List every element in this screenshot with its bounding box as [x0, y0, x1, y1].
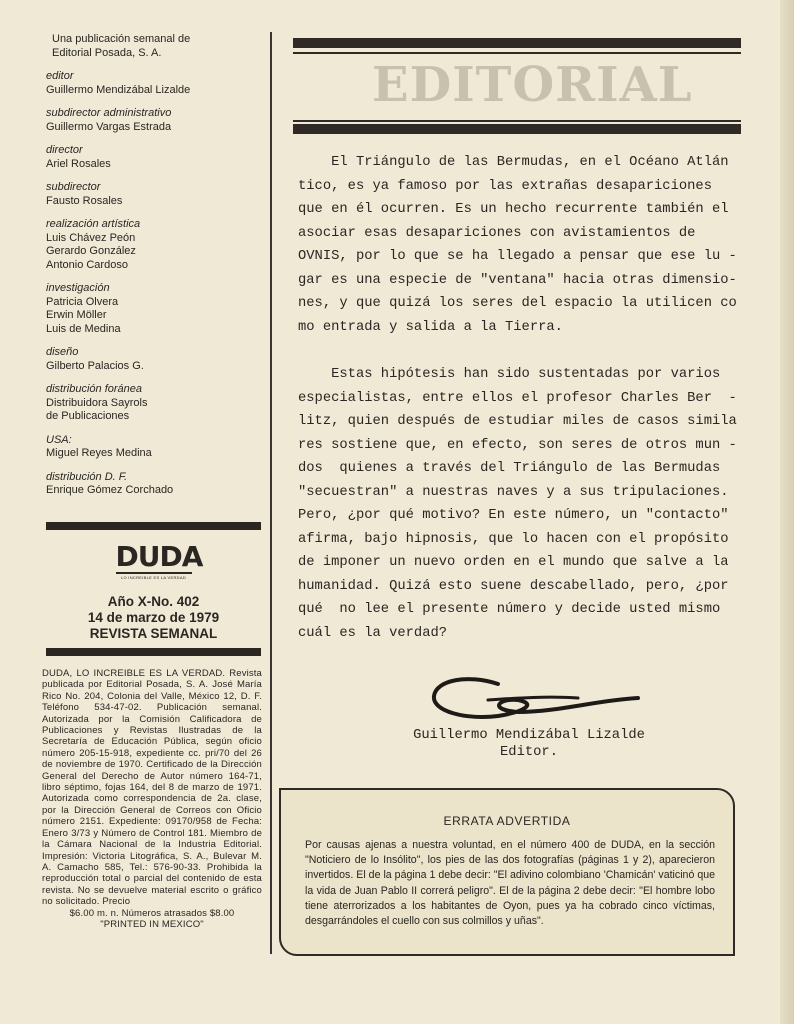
signature-name: Guillermo Mendizábal Lizalde [413, 728, 645, 743]
credit-entry [46, 181, 258, 208]
credit-entry [46, 346, 258, 373]
editorial-paragraph [298, 151, 737, 339]
editorial-line: OVNIS, por lo que se ha llegado a pensar que ese lu - [298, 249, 737, 264]
editorial-line: cuál es la verdad? [298, 625, 448, 641]
credit-entry [46, 471, 258, 498]
credit-name: Erwin Möller [46, 309, 107, 321]
legal-text: DUDA, LO INCREIBLE ES LA VERDAD. Revista publicada por Editorial Posada, S. A. José María Rico No. 204, Colonia del Valle, México 12, D. F. Teléfono 534-47-02. Publicación semanal. Autorizada por la Comisión Calificadora de Publicaciones y Revistas Ilustradas de la Secretaría de Educación Pública, según oficio número 205-15-918, expediente cc. pri/70 del 26 de noviembre de 1970. Certificado de la Dirección General del Derecho de Autor número 164-71, libro séptimo, fojas 164, del 8 de marzo de 1971. Autorizada como correspondencia de 2a. clase, por la Dirección General de Correos con Oficio número 2151. Expediente: 09170/958 de Fecha: Enero 3/73 y Número de Control 181. Miembro de la Cámara Nacional de la Industria Editorial. Impresión: Victoria Litográfica, S. A., Bulevar M. A. Camacho 585, Tel.: 576-90-33. Prohibida la reproducción total o parcial del contenido de esta revista. No se devuelve material escrito o gráfico no solicitado. Precio [42, 668, 262, 908]
editorial-line: mo entrada y salida a la Tierra. [298, 319, 563, 335]
page-edge [780, 0, 794, 1024]
title-rule [293, 120, 741, 122]
editorial-line: litz, quien después de estudiar miles de casos simila [298, 414, 737, 429]
credit-name: Luis de Medina [46, 322, 121, 335]
credit-role: realización artística [46, 218, 141, 230]
credit-name: Gerardo González [46, 245, 136, 257]
editorial-line: especialistas, entre ellos el profesor Charles Ber - [298, 390, 737, 406]
editorial-line: "secuestran" a nuestras naves y a sus tripulaciones. [298, 484, 729, 500]
title-bar [293, 124, 741, 134]
credit-name: Miguel Reyes Medina [46, 447, 152, 459]
editorial-line: nes, y que quizá los seres del espacio la utilicen co [298, 296, 737, 311]
divider-bar [46, 648, 261, 656]
editorial-line: Estas hipótesis han sido sustentadas por varios [298, 367, 721, 382]
errata-body: Por causas ajenas a nuestra voluntad, en el número 400 de DUDA, en la sección "Noticiero de lo Insólito", los pies de las dos fotografías (páginas 1 y 2), aparecieron invertidos. El de la página 1 debe decir: "El adivino colombiano 'Chamicán' vaticinó que la vida de Juan Pablo II correrá peligro". El de la página 2 debe decir: "El hombre lobo tiene aterrorizados a los habitantes de Oyon, pues ya ha cobrado cinco víctimas, desgarrándoles el cuello con sus colmillos y uñas". [305, 839, 715, 928]
credits-list [46, 70, 258, 498]
handwritten-signature [428, 670, 648, 730]
divider-bar [46, 522, 261, 530]
editorial-line: tico, es ya famoso por las extrañas desapariciones [298, 178, 712, 194]
intro-line: Una publicación semanal de [52, 33, 191, 45]
credit-name: Antonio Cardoso [46, 258, 128, 271]
credit-role: distribución foránea [46, 383, 143, 395]
editorial-title: EDITORIAL [372, 57, 693, 113]
logo-tagline: LO INCREIBLE ES LA VERDAD [120, 575, 187, 580]
masthead [46, 32, 258, 498]
intro-line: Editorial Posada, S. A. [52, 47, 162, 59]
credit-role: USA: [46, 433, 72, 446]
editorial-line: afirma, bajo hipnosis, que lo hacen con el propósito [298, 531, 729, 547]
credit-name: Distribuidora Sayrols [46, 396, 148, 409]
legal-printed: "PRINTED IN MEXICO" [100, 918, 204, 930]
editorial-paragraph [298, 363, 737, 645]
credit-name: Enrique Gómez Corchado [46, 484, 174, 496]
credit-role: subdirector [46, 181, 101, 193]
credit-role: investigación [46, 282, 110, 294]
credit-name: Patricia Olvera [46, 295, 119, 308]
credit-entry [46, 218, 258, 272]
duda-logo: DUDA [115, 540, 203, 573]
editorial-body [298, 151, 737, 645]
editorial-line: asociar esas desapariciones con avistamientos de [298, 225, 696, 241]
editorial-line: de imponer un nuevo orden en el mundo que salve a la [298, 555, 729, 570]
legal-price: $6.00 m. n. Números atrasados $8.00 [69, 907, 235, 919]
title-rule [293, 52, 741, 54]
editorial-line: dos quienes a través del Triángulo de las Bermudas [298, 461, 721, 476]
editorial-line: gar es una especie de "ventana" hacia otras dimensio- [298, 272, 737, 288]
issue-info [46, 594, 261, 642]
credit-name: Guillermo Mendizábal Lizalde [46, 83, 191, 96]
credit-name: Gilberto Palacios G. [46, 359, 144, 372]
signature-block [384, 727, 674, 761]
credit-name: Guillermo Vargas Estrada [46, 120, 172, 133]
credit-entry [46, 282, 258, 336]
signature-role: Editor. [500, 745, 558, 760]
credit-role: director [46, 144, 83, 156]
credit-entry [46, 107, 258, 134]
credit-name: de Publicaciones [46, 410, 130, 422]
credit-entry [46, 434, 258, 461]
credit-entry [46, 144, 258, 171]
credit-role: distribución D. F. [46, 470, 128, 483]
credit-name: Luis Chávez Peón [46, 231, 136, 244]
issue-number: Año X-No. 402 [107, 594, 200, 609]
errata-title: ERRATA ADVERTIDA [443, 814, 571, 828]
editorial-line: El Triángulo de las Bermudas, en el Océano Atlán [298, 155, 729, 170]
editorial-line: qué no lee el presente número y decide usted mismo [298, 602, 721, 617]
credit-entry [46, 383, 258, 424]
issue-frequency: REVISTA SEMANAL [89, 626, 218, 641]
issue-date: 14 de marzo de 1979 [87, 610, 220, 625]
editorial-line: que en él ocurren. Es un hecho recurrente también el [298, 202, 729, 217]
title-bar [293, 38, 741, 48]
legal-notice [42, 668, 262, 930]
editorial-line: Pero, ¿por qué motivo? En este número, un "contacto" [298, 508, 729, 523]
column-divider [270, 32, 272, 954]
errata-box [279, 788, 735, 956]
credit-role: diseño [46, 346, 79, 358]
editorial-line: res sostiene que, en efecto, son seres de otros mun - [298, 437, 737, 453]
credit-name: Ariel Rosales [46, 157, 111, 170]
editorial-line: humanidad. Quizá esto suene descabellado, pero, ¿por [298, 578, 729, 594]
credit-name: Fausto Rosales [46, 194, 123, 207]
credit-role: editor [46, 70, 74, 82]
credit-role: subdirector administrativo [46, 107, 172, 119]
credit-entry [46, 70, 258, 97]
masthead-intro [52, 32, 258, 60]
logo-block [46, 522, 261, 642]
